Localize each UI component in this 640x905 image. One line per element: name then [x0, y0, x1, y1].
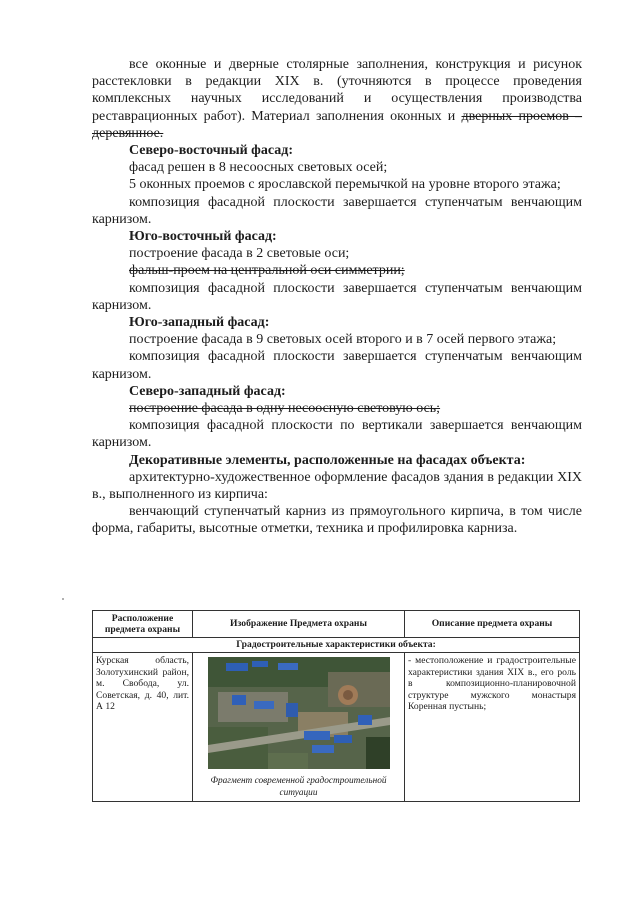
northwest-item: композиция фасадной плоскости по вертикали завершается венчающим карнизом.: [92, 418, 582, 451]
northeast-item: 5 оконных проемов с ярославской перемычкой на уровне второго этажа;: [129, 177, 561, 193]
scan-speck: [62, 598, 64, 600]
table-row: [93, 653, 580, 802]
protection-table: [92, 610, 580, 802]
decorative-item: архитектурно-художественное оформление фасадов здания в редакции XIX в., выполненного из кирпича:: [92, 469, 582, 503]
table-header-row: [93, 611, 580, 638]
image-caption: Фрагмент современной градостроительной ситуации: [210, 776, 387, 798]
northeast-item: фасад решен в 8 несоосных световых осей;: [129, 160, 388, 176]
heading-northeast-facade: Северо-восточный фасад:: [129, 143, 294, 159]
southeast-item: фальш-проем на центральной оси симметрии;: [129, 263, 405, 279]
body-text: [92, 56, 582, 538]
section-title: Градостроительные характеристики объекта:: [93, 638, 580, 653]
heading-southeast-facade: Юго-восточный фасад:: [129, 229, 277, 245]
cell-location: Курская область, Золотухинский район, м. Свобода, ул. Советская, д. 40, лит. А 12: [93, 653, 193, 802]
cell-description: - местоположение и градостроительные характеристики здания XIX в., его роль в композиционно-планировочной структуре мужского монастыря Коренная пустынь;: [405, 653, 580, 802]
southeast-item: построение фасада в 2 световые оси;: [129, 246, 350, 262]
paragraph-windows: [92, 56, 582, 142]
paragraph-windows-strike: дверных проемов – деревянное.: [92, 108, 582, 141]
southwest-item: композиция фасадной плоскости завершается ступенчатым венчающим карнизом.: [92, 349, 582, 382]
cell-image: [193, 653, 405, 802]
header-image: Изображение Предмета охраны: [193, 611, 405, 638]
northeast-item: композиция фасадной плоскости завершается ступенчатым венчающим карнизом.: [92, 194, 582, 227]
heading-decorative-elements: Декоративные элементы, расположенные на фасадах объекта:: [129, 452, 526, 468]
heading-southwest-facade: Юго-западный фасад:: [129, 315, 270, 331]
paragraph-windows-text: все оконные и дверные столярные заполнения, конструкция и рисунок расстекловки в редакции XIX в. (уточняются в процессе проведения комплексных научных исследований и осуществления производства реставрационных работ). Материал заполнения оконных и: [92, 57, 582, 124]
table-section-row: [93, 638, 580, 653]
southwest-item: построение фасада в 9 световых осей второго и в 7 осей первого этажа;: [129, 332, 557, 348]
northwest-item: построение фасада в одну несоосную световую ось;: [129, 401, 441, 417]
header-description: Описание предмета охраны: [405, 611, 580, 638]
header-location: Расположение предмета охраны: [93, 611, 193, 638]
southeast-item: композиция фасадной плоскости завершается ступенчатым венчающим карнизом.: [92, 280, 582, 313]
decorative-item: венчающий ступенчатый карниз из прямоугольного кирпича, в том числе форма, габариты, высотные отметки, техника и профилировка карниза.: [92, 504, 582, 537]
aerial-photo: [208, 657, 390, 769]
heading-northwest-facade: Северо-западный фасад:: [129, 383, 286, 399]
